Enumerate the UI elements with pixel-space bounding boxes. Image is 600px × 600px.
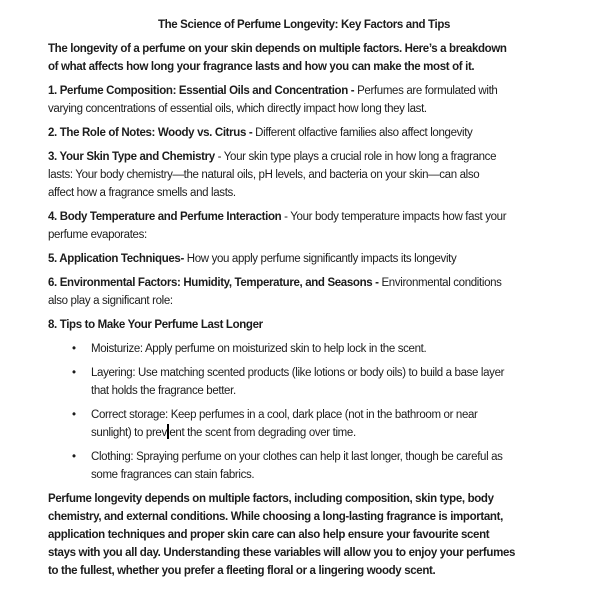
list-item[interactable] — [48, 406, 560, 442]
section-paragraph-1[interactable] — [48, 82, 560, 118]
list-item-text: Layering: Use matching scented products (like lotions or body oils) to build a base layer — [91, 367, 505, 379]
intro-paragraph[interactable]: The longevity of a perfume on your skin depends on multiple factors. Here’s a breakdown of what affects how long your fragrance lasts and how you can make the most of it. — [48, 43, 507, 73]
section-body-text: How you apply perfume significantly impacts its longevity — [183, 253, 457, 265]
tips-list — [48, 340, 560, 484]
bullet-icon: • — [72, 367, 76, 379]
bullet-icon: • — [72, 343, 76, 355]
section-body-text: affect how a fragrance smells and lasts. — [48, 187, 236, 199]
section-body-text: varying concentrations of essential oils, which directly impact how long they last. — [48, 103, 427, 115]
section-heading: 5. Application Techniques- — [48, 253, 184, 265]
bullet-icon: • — [72, 409, 76, 421]
section-heading: 4. Body Temperature and Perfume Interaction — [48, 211, 282, 223]
list-item-text: that holds the fragrance better. — [91, 385, 236, 397]
section-heading: 3. Your Skin Type and Chemistry — [48, 151, 215, 163]
list-item[interactable] — [48, 364, 560, 400]
section-body-text: Perfumes are formulated with — [354, 85, 498, 97]
list-item-text: Correct storage: Keep perfumes in a cool, dark place (not in the bathroom or near — [91, 409, 478, 421]
list-item[interactable] — [48, 340, 560, 358]
list-item-text: sunlight) to prev ent the scent from degrading over time. — [91, 424, 560, 442]
section-body-text: - Your skin type plays a crucial role in how long a fragrance — [214, 151, 497, 163]
document-title-text: The Science of Perfume Longevity: Key Factors and Tips — [157, 19, 451, 31]
section-body-text: perfume evaporates: — [48, 229, 147, 241]
section-heading: 1. Perfume Composition: Essential Oils and Concentration - — [48, 85, 355, 97]
section-body-text: Different olfactive families also affect longevity — [252, 127, 473, 139]
bullet-icon: • — [72, 451, 76, 463]
section-paragraph-2[interactable] — [48, 124, 560, 142]
document-title[interactable] — [48, 16, 560, 34]
section-paragraph-5[interactable] — [48, 250, 560, 268]
list-item-text: Moisturize: Apply perfume on moisturized skin to help lock in the scent. — [91, 343, 427, 355]
section-paragraph-4[interactable] — [48, 208, 560, 244]
section-heading: 2. The Role of Notes: Woody vs. Citrus - — [48, 127, 253, 139]
section-paragraph-6[interactable] — [48, 274, 560, 310]
section-body-text: - Your body temperature impacts how fast your — [281, 211, 507, 223]
section-body-text: also play a significant role: — [48, 295, 173, 307]
list-item-text: some fragrances can stain fabrics. — [91, 469, 255, 481]
closing-paragraph[interactable]: Perfume longevity depends on multiple factors, including composition, skin type, body chemistry, and external conditions. While choosing a long-lasting fragrance is important, application techniques and proper skin care can also help ensure your favourite scent stays with you all day. Understanding these variables will allow you to enjoy your perfumes to the fullest, whether you prefer a fleeting floral or a lingering woody scent. — [48, 493, 516, 577]
section-paragraph-3[interactable] — [48, 148, 560, 202]
section-body-text: Environmental conditions — [378, 277, 502, 289]
tips-heading-text: 8. Tips to Make Your Perfume Last Longer — [48, 319, 263, 331]
list-item[interactable] — [48, 448, 560, 484]
list-item-text: Clothing: Spraying perfume on your clothes can help it last longer, though be careful as — [91, 451, 503, 463]
section-body-text: lasts: Your body chemistry—the natural oils, pH levels, and bacteria on your skin—can also — [48, 169, 480, 181]
tips-heading[interactable] — [48, 316, 560, 334]
section-heading: 6. Environmental Factors: Humidity, Temperature, and Seasons - — [48, 277, 379, 289]
